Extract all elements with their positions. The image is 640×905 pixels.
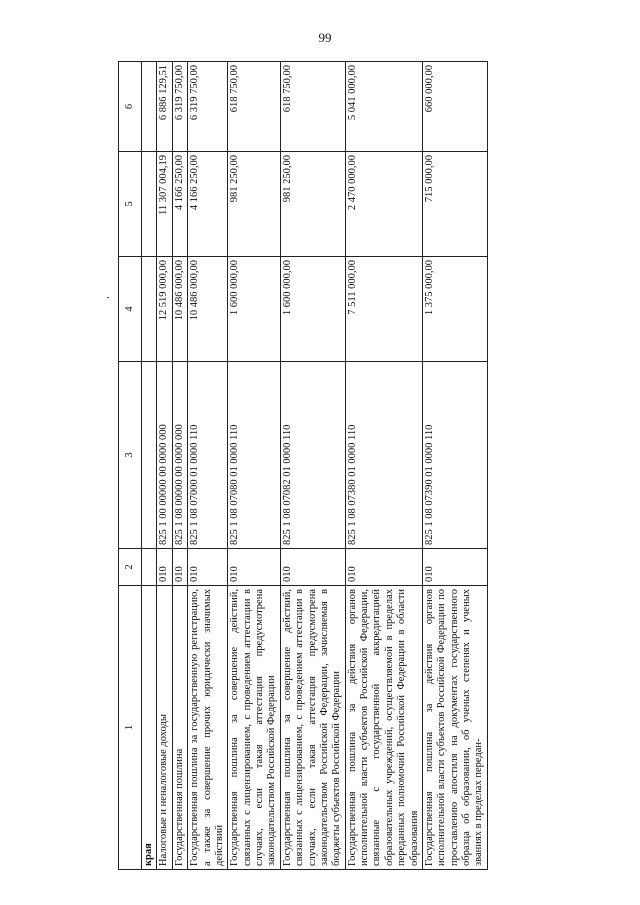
row-col4: 10 486 000,00 xyxy=(188,257,228,362)
row-col5: 4 166 250,00 xyxy=(188,152,228,257)
section-row xyxy=(142,62,157,870)
row-name: Государственная пошлина за действия органов исполнительной власти субъектов Российской Федерации, связанные с государственной аккредитацией образовательных учреждений, осуществляемой в пределах переданных полномочий Российской Федерации в области образования xyxy=(345,586,422,870)
row-col5: 2 470 000,00 xyxy=(345,152,422,257)
row-code: 010 xyxy=(422,549,487,586)
table-row xyxy=(157,62,172,870)
row-col4: 10 486 000,00 xyxy=(172,257,187,362)
column-header: 2 xyxy=(119,549,142,586)
column-header: 3 xyxy=(119,362,142,549)
scan-speck xyxy=(107,297,109,298)
row-name: Государственная пошлина за государственную регистрацию, а также за совершение прочих юридически значимых действий xyxy=(188,586,228,870)
table-row xyxy=(345,62,422,870)
row-code: 010 xyxy=(280,549,345,586)
column-header: 4 xyxy=(119,257,142,362)
row-kbk: 825 1 00 00000 00 0000 000 xyxy=(157,362,172,549)
table-row xyxy=(172,62,187,870)
table-row xyxy=(188,62,228,870)
row-name: Государственная пошлина xyxy=(172,586,187,870)
table-row xyxy=(422,62,487,870)
row-name: Государственная пошлина за совершение действий, связанных с лицензированием, с проведением аттестации в случаях, если такая аттестация предусмотрена законодательством Российской Федерации, зачисляемая в бюджеты субъектов Российской Федерации xyxy=(280,586,345,870)
section-label: края xyxy=(142,586,157,870)
revenue-table xyxy=(118,61,488,870)
row-col5: 981 250,00 xyxy=(228,152,281,257)
table-row xyxy=(280,62,345,870)
column-header: 5 xyxy=(119,152,142,257)
row-col6: 5 041 000,00 xyxy=(345,62,422,152)
row-col4: 12 519 000,00 xyxy=(157,257,172,362)
row-col5: 4 166 250,00 xyxy=(172,152,187,257)
row-code: 010 xyxy=(228,549,281,586)
row-kbk: 825 1 08 07082 01 0000 110 xyxy=(280,362,345,549)
row-kbk: 825 1 08 07390 01 0000 110 xyxy=(422,362,487,549)
row-col4: 7 511 000,00 xyxy=(345,257,422,362)
row-col4: 1 600 000,00 xyxy=(228,257,281,362)
row-col5: 981 250,00 xyxy=(280,152,345,257)
row-code: 010 xyxy=(345,549,422,586)
row-col6: 618 750,00 xyxy=(228,62,281,152)
row-col5: 715 000,00 xyxy=(422,152,487,257)
row-col6: 6 319 750,00 xyxy=(188,62,228,152)
rotated-table-container xyxy=(118,62,613,870)
row-col5: 11 307 004,19 xyxy=(157,152,172,257)
table-row xyxy=(228,62,281,870)
row-kbk: 825 1 08 07000 01 0000 110 xyxy=(188,362,228,549)
row-kbk: 825 1 08 07080 01 0000 110 xyxy=(228,362,281,549)
column-header: 6 xyxy=(119,62,142,152)
column-number-row xyxy=(119,62,142,870)
row-name: Налоговые и неналоговые доходы xyxy=(157,586,172,870)
row-kbk: 825 1 08 07380 01 0000 110 xyxy=(345,362,422,549)
row-col6: 618 750,00 xyxy=(280,62,345,152)
row-col4: 1 600 000,00 xyxy=(280,257,345,362)
row-name: Государственная пошлина за действия органов исполнительной власти субъектов Российской Федерации по проставлению апостиля на документах государственного образца об образовании, об ученых степенях и ученых званиях в пределах передан- xyxy=(422,586,487,870)
row-code: 010 xyxy=(188,549,228,586)
row-col4: 1 375 000,00 xyxy=(422,257,487,362)
row-code: 010 xyxy=(172,549,187,586)
row-col6: 6 319 750,00 xyxy=(172,62,187,152)
page-number: 99 xyxy=(318,30,332,45)
row-kbk: 825 1 08 00000 00 0000 000 xyxy=(172,362,187,549)
column-header: 1 xyxy=(119,586,142,870)
row-col6: 660 000,00 xyxy=(422,62,487,152)
row-name: Государственная пошлина за совершение действий, связанных с лицензированием, с проведением аттестации в случаях, если такая аттестация предусмотрена законодательством Российской Федерации xyxy=(228,586,281,870)
row-col6: 6 886 129,51 xyxy=(157,62,172,152)
row-code: 010 xyxy=(157,549,172,586)
